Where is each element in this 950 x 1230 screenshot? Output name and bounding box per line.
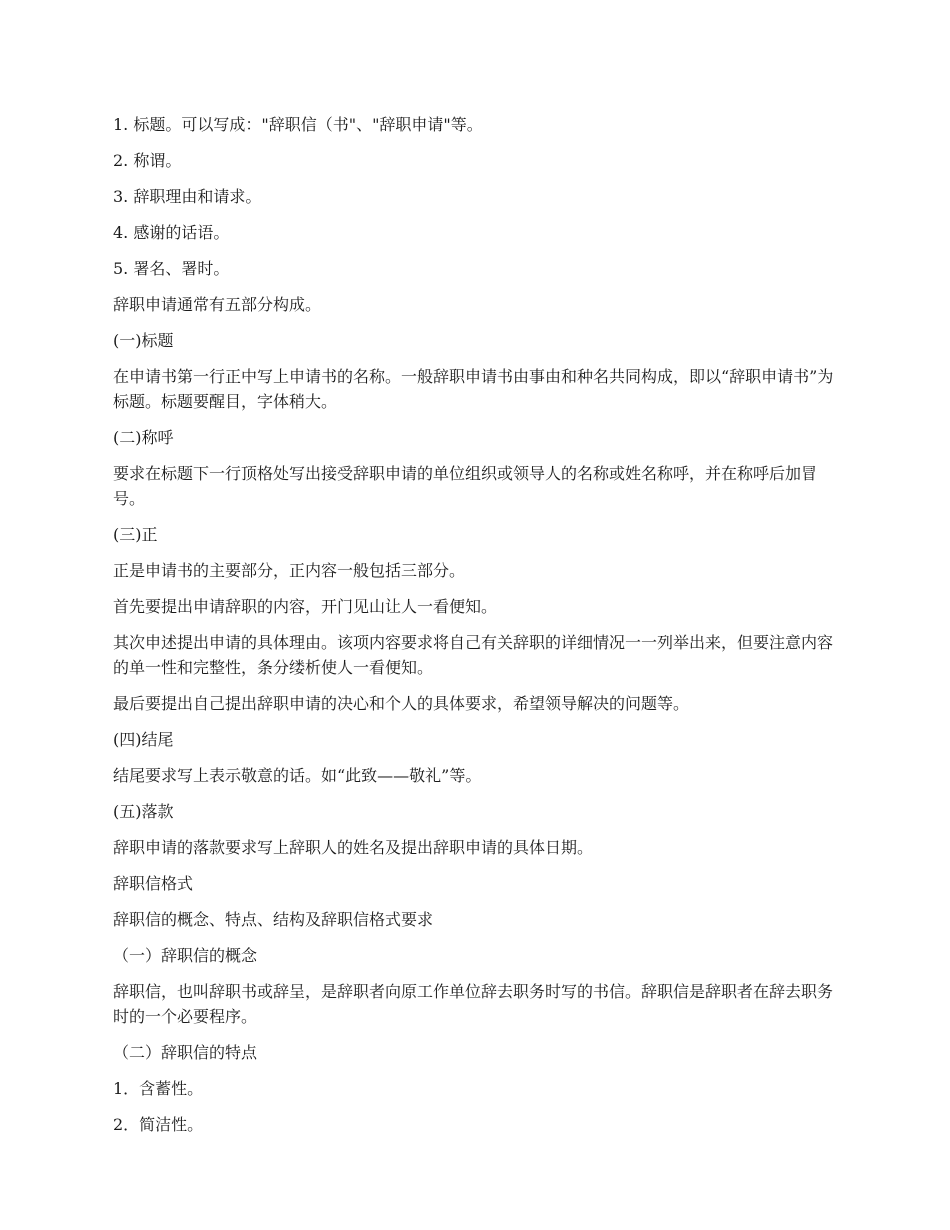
section-heading-body: (三)正 (113, 525, 158, 544)
feature-item-2: 2．简洁性。 (113, 1115, 204, 1134)
paragraph-intro: 辞职申请通常有五部分构成。 (113, 295, 322, 314)
paragraph-title-desc: 在申请书第一行正中写上申请书的名称。一般辞职申请书由事由和种名共同构成，即以“辞职申请书”为标题。标题要醒目，字体稍大。 (113, 367, 834, 411)
paragraph-item-2: 2. 称谓。 (113, 151, 182, 170)
paragraph-signature-desc: 辞职申请的落款要求写上辞职人的姓名及提出辞职申请的具体日期。 (113, 838, 594, 857)
section-heading-signature: (五)落款 (113, 802, 174, 821)
section-heading-salutation: (二)称呼 (113, 428, 174, 447)
paragraph-salutation-desc: 要求在标题下一行顶格处写出接受辞职申请的单位组织或领导人的名称或姓名称呼，并在称呼后加冒号。 (113, 464, 818, 508)
heading-letter-format: 辞职信格式 (113, 874, 194, 893)
paragraph-closing-desc: 结尾要求写上表示敬意的话。如“此致——敬礼”等。 (113, 766, 482, 785)
paragraph-body-first: 首先要提出申请辞职的内容，开门见山让人一看便知。 (113, 597, 498, 616)
section-heading-concept: （一）辞职信的概念 (113, 946, 258, 965)
section-heading-features: （二）辞职信的特点 (113, 1043, 258, 1062)
paragraph-item-4: 4. 感谢的话语。 (113, 223, 230, 242)
section-heading-closing: (四)结尾 (113, 730, 174, 749)
paragraph-body-desc: 正是申请书的主要部分，正内容一般包括三部分。 (113, 561, 466, 580)
paragraph-concept-desc: 辞职信，也叫辞职书或辞呈，是辞职者向原工作单位辞去职务时写的书信。辞职信是辞职者在辞去职务时的一个必要程序。 (113, 982, 834, 1026)
paragraph-item-5: 5. 署名、署时。 (113, 259, 230, 278)
paragraph-item-1: 1. 标题。可以写成："辞职信（书"、"辞职申请"等。 (113, 115, 483, 134)
document-body (113, 112, 841, 1148)
section-heading-title: (一)标题 (113, 331, 174, 350)
feature-item-1: 1．含蓄性。 (113, 1079, 204, 1098)
paragraph-body-second: 其次申述提出申请的具体理由。该项内容要求将自己有关辞职的详细情况一一列举出来，但要注意内容的单一性和完整性，条分缕析使人一看便知。 (113, 633, 834, 677)
paragraph-item-3: 3. 辞职理由和请求。 (113, 187, 262, 206)
paragraph-body-last: 最后要提出自己提出辞职申请的决心和个人的具体要求，希望领导解决的问题等。 (113, 694, 690, 713)
paragraph-letter-overview: 辞职信的概念、特点、结构及辞职信格式要求 (113, 910, 434, 929)
